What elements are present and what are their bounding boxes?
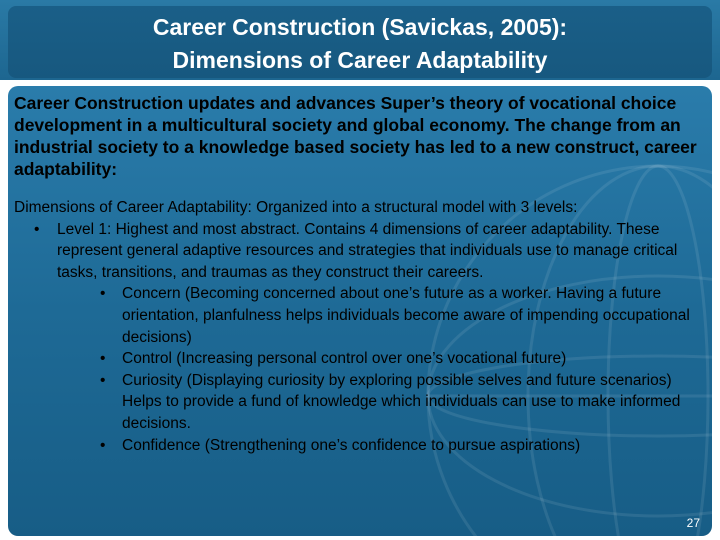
bullet-curiosity — [14, 370, 706, 435]
dimension-concern-text: Concern (Becoming concerned about one’s future as a worker. Having a future orientation, planfulness helps individuals become aware of impending occupational decisions) — [122, 285, 690, 346]
content-panel — [8, 86, 712, 536]
dimension-confidence-text: Confidence (Strengthening one’s confidence to pursue aspirations) — [122, 436, 581, 454]
dimension-control-text: Control (Increasing personal control over one’s vocational future) — [122, 350, 567, 368]
title-line-2: Dimensions of Career Adaptability — [172, 47, 548, 73]
bullet-level-1 — [14, 219, 706, 284]
slide-title — [8, 6, 712, 78]
page-number: 27 — [686, 516, 700, 530]
dimension-curiosity-text: Curiosity (Displaying curiosity by exploring possible selves and future scenarios) Helps to provide a fund of knowledge which individuals can use to make informed decisions. — [122, 371, 681, 432]
dimensions-heading: Dimensions of Career Adaptability: Organized into a structural model with 3 levels: — [14, 199, 578, 216]
bullet-confidence — [14, 435, 706, 457]
bullet-icon: • — [34, 220, 40, 238]
bullet-icon: • — [100, 371, 106, 389]
bullet-icon: • — [100, 285, 106, 303]
level-1-text: Level 1: Highest and most abstract. Contains 4 dimensions of career adaptability. These represent general adaptive resources and strategies that individuals use to manage critical tasks, transitions, and traumas as they construct their careers. — [57, 220, 678, 281]
bullet-concern — [14, 283, 706, 348]
bullet-icon: • — [100, 350, 106, 368]
bullet-icon: • — [100, 436, 106, 454]
intro-paragraph: Career Construction updates and advances Super’s theory of vocational choice development in a multicultural society and global economy. The change from an industrial society to a knowledge based society has led to a new construct, career adaptability: — [14, 93, 697, 179]
header-band — [0, 0, 720, 80]
slide-body — [14, 92, 706, 456]
title-line-1: Career Construction (Savickas, 2005): — [152, 14, 568, 40]
bullet-control — [14, 348, 706, 370]
